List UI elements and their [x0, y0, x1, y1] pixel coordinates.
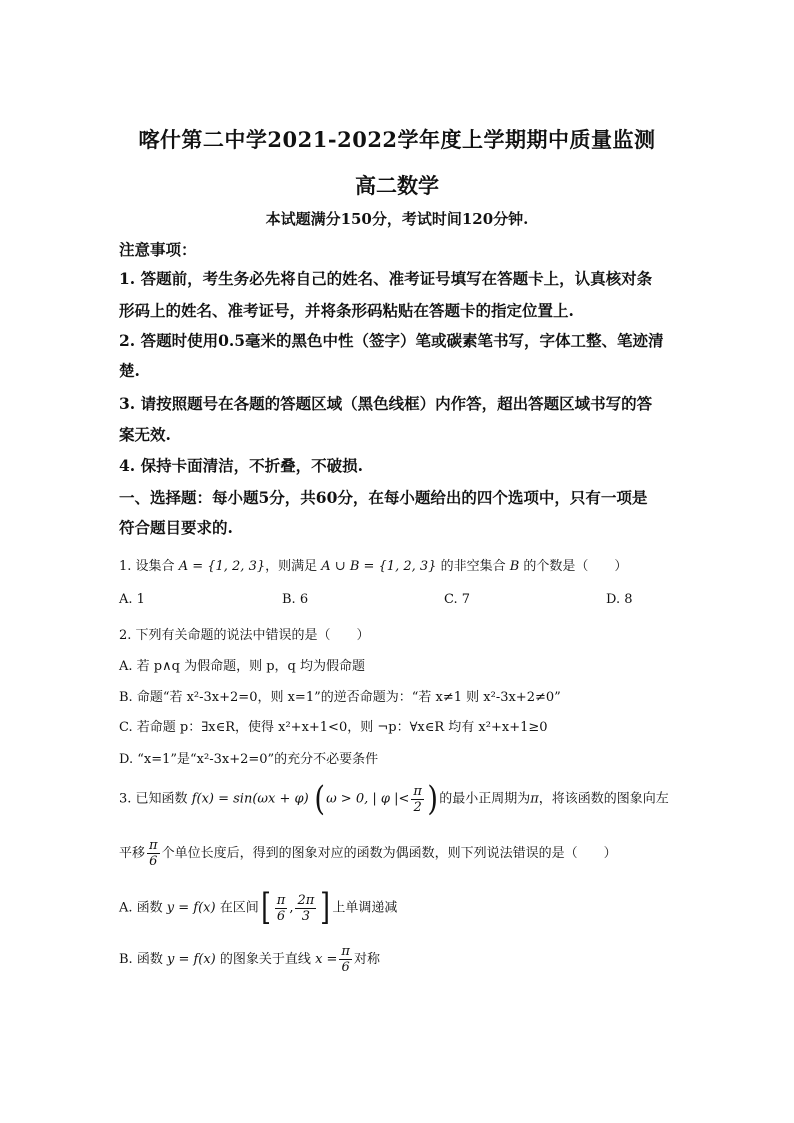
q3-line2-post: 个单位长度后，得到的图象对应的函数为偶函数，则下列说法错误的是（ ）	[161, 846, 617, 861]
section-1-line-2: 符合题目要求的.	[119, 518, 233, 537]
frac-num: 2π	[297, 892, 315, 908]
question-3-line-2	[119, 838, 689, 869]
q1-option-d: D. 8	[606, 592, 633, 607]
q3-optb-func: y = f(x)	[166, 952, 216, 967]
page-title: 喀什第二中学2021-2022学年度上学期期中质量监测	[138, 127, 656, 152]
q3-frac-pi: π	[149, 838, 158, 853]
q1-mid: ，则满足	[265, 559, 318, 574]
q3-after: 的最小正周期为	[439, 791, 531, 807]
q3-optb-pre: B. 函数	[119, 952, 163, 967]
q1-set-a: A = {1, 2, 3}	[178, 559, 266, 574]
q3-opta-post: 上单调递减	[332, 900, 398, 916]
frac-den: 6	[276, 908, 286, 924]
right-paren: )	[427, 779, 438, 819]
notice-item-3-line-2: 案无效.	[119, 425, 171, 444]
q1-prefix: 1. 设集合	[119, 559, 175, 574]
q3-opta-func: y = f(x)	[166, 900, 216, 916]
q3-opta-frac-2	[295, 893, 316, 924]
q3-optb-frac	[339, 944, 352, 975]
notice-item-2-line-1: 2. 答题时使用0.5毫米的黑色中性（签字）笔或碳素笔书写，字体工整、笔迹清	[119, 331, 664, 350]
frac-den: 6	[341, 960, 350, 975]
notice-heading: 注意事项：	[119, 240, 197, 259]
q3-period: π	[530, 791, 539, 807]
q2-option-b: B. 命题“若 x²-3x+2=0，则 x=1”的逆否命题为：“若 x≠1 则 x²-3x+2≠0”	[119, 690, 561, 705]
left-bracket: [	[260, 887, 271, 928]
q3-frac-num: π	[413, 783, 422, 799]
q3-line2-pre: 平移	[119, 846, 146, 861]
q3-frac-den: 2	[413, 799, 422, 815]
section-1-line-1: 一、选择题：每小题5分，共60分，在每小题给出的四个选项中，只有一项是	[119, 488, 648, 507]
q1-option-b: B. 6	[282, 592, 309, 607]
question-1-stem	[119, 555, 689, 574]
q2-option-a: A. 若 p∧q 为假命题，则 p，q 均为假命题	[119, 659, 365, 674]
right-bracket: ]	[320, 887, 331, 928]
exam-info: 本试题满分150分，考试时间120分钟.	[265, 210, 529, 228]
q3-after2: ，将该函数的图象向左	[538, 791, 669, 807]
left-paren: (	[314, 779, 325, 819]
frac-num: π	[341, 944, 350, 959]
q1-option-a: A. 1	[119, 592, 145, 607]
page-subtitle: 高二数学	[355, 173, 439, 198]
q3-prefix: 3. 已知函数	[119, 791, 188, 807]
q1-suffix: 的非空集合	[440, 559, 506, 574]
q1-union: A ∪ B = {1, 2, 3}	[321, 559, 437, 574]
q1-b: B	[509, 559, 520, 574]
q2-option-d: D. “x=1”是“x²-3x+2=0”的充分不必要条件	[119, 752, 379, 767]
notice-item-1-line-2: 形码上的姓名、准考证号，并将条形码粘贴在答题卡的指定位置上.	[119, 301, 574, 320]
q1-option-c: C. 7	[444, 592, 471, 607]
q3-func: f(x) = sin(ωx + φ)	[191, 791, 309, 807]
notice-item-2-line-2: 楚.	[119, 361, 140, 380]
notice-item-4: 4. 保持卡面清洁，不折叠，不破损.	[119, 456, 363, 475]
frac-num: π	[276, 892, 286, 908]
q2-option-c: C. 若命题 p：∃x∈R，使得 x²+x+1<0，则 ¬p：∀x∈R 均有 x²+x+1≥0	[119, 720, 548, 735]
q3-opta-frac-1	[275, 893, 288, 924]
q1-end: 的个数是（ ）	[523, 559, 628, 574]
q3-optb-mid: 的图象关于直线	[219, 952, 311, 967]
frac-den: 3	[301, 908, 311, 924]
q3-optb-post: 对称	[353, 952, 380, 967]
q3-optb-x: x =	[315, 952, 338, 967]
question-3-stem	[119, 779, 689, 819]
question-2-stem: 2. 下列有关命题的说法中错误的是（ ）	[119, 628, 370, 643]
q3-condition: ω > 0, | φ |<	[326, 791, 410, 807]
q3-frac-6: 6	[149, 854, 158, 869]
q3-option-b	[119, 944, 689, 975]
notice-item-1-line-1: 1. 答题前，考生务必先将自己的姓名、准考证号填写在答题卡上，认真核对条	[119, 269, 653, 288]
notice-item-3-line-1: 3. 请按照题号在各题的答题区域（黑色线框）内作答，超出答题区域书写的答	[119, 394, 653, 413]
q3-opta-mid: 在区间	[219, 900, 259, 916]
q3-opta-pre: A. 函数	[119, 900, 163, 916]
q3-frac-pi-2	[411, 784, 424, 815]
q3-option-a: A. 函数 y = f(x) 在区间[ $\frac{\pi}{6}$ , $\frac{2\pi}{3}$ ] 上单调递减	[119, 887, 398, 928]
q3-frac-pi-6	[147, 838, 160, 869]
